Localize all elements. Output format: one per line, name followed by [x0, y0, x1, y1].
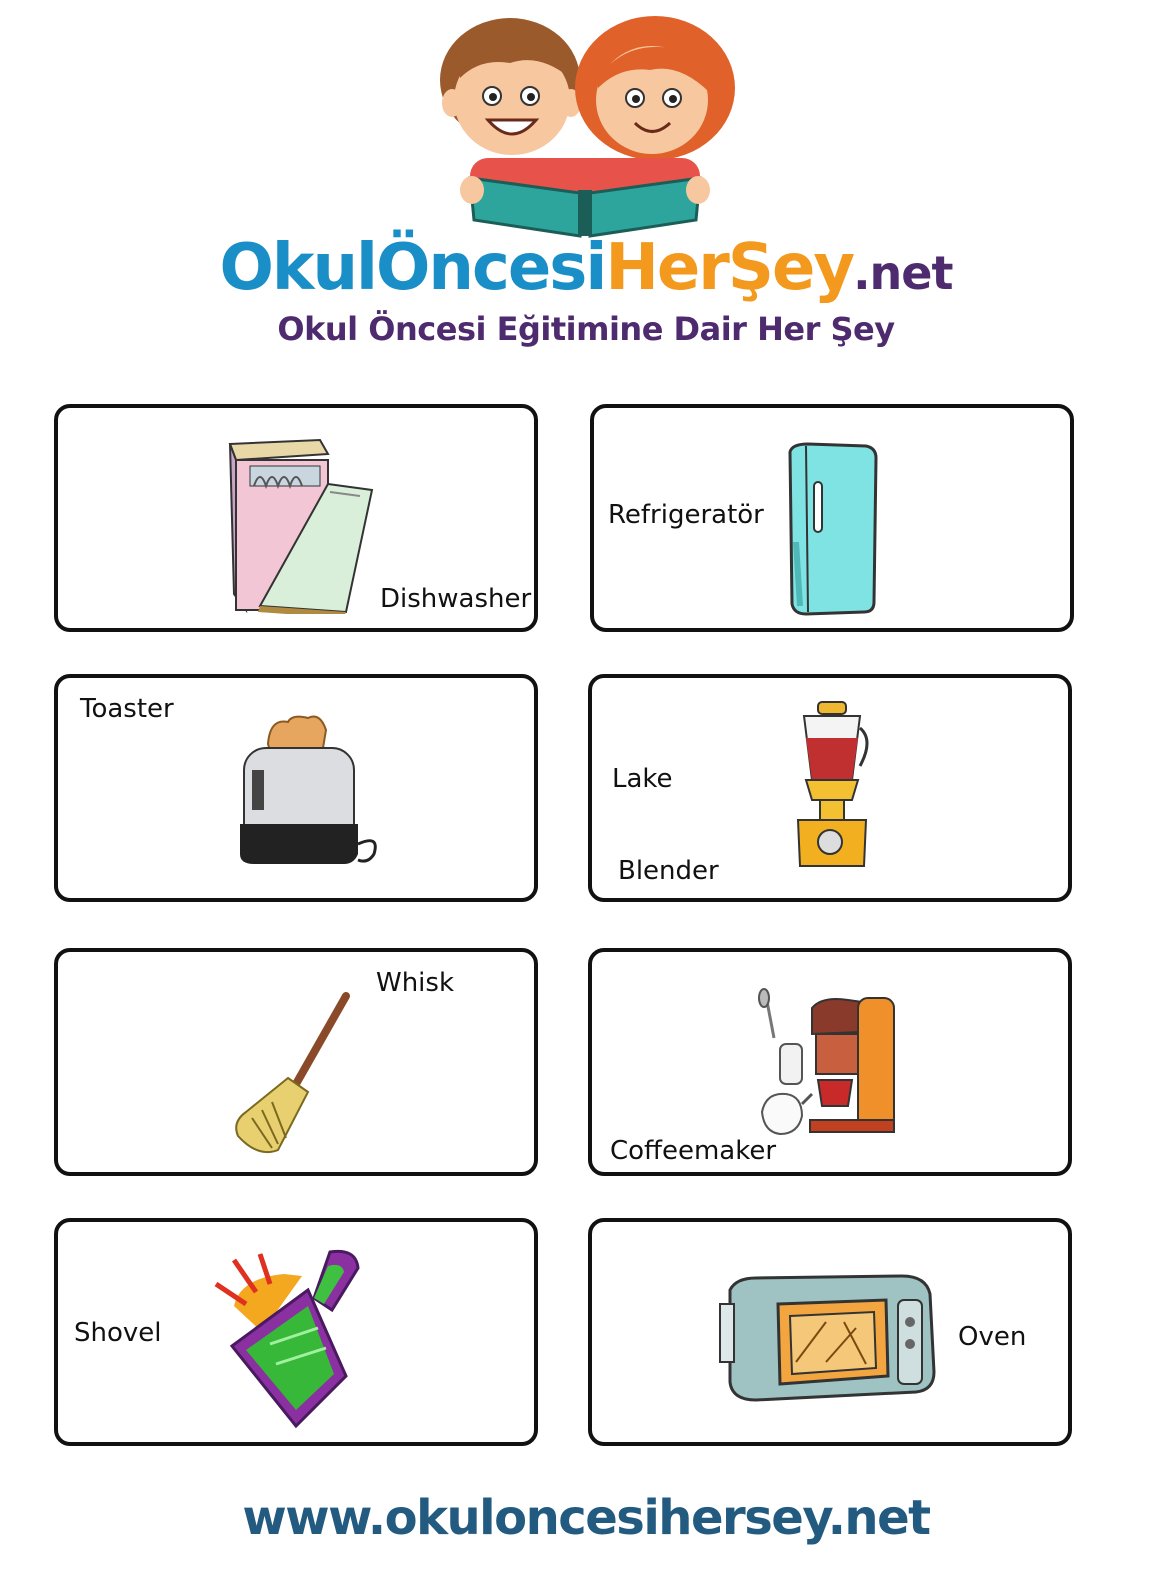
card-coffeemaker: [588, 948, 1072, 1176]
card-toaster: [54, 674, 538, 902]
blender-icon: [790, 700, 874, 872]
dishwasher-icon: [220, 434, 380, 614]
card-label: Shovel: [74, 1318, 162, 1348]
card-label-2: Blender: [618, 856, 719, 886]
card-oven: [588, 1218, 1072, 1446]
card-whisk: [54, 948, 538, 1176]
card-refrigerator: [590, 404, 1074, 632]
broom-icon: [228, 988, 358, 1158]
card-label: Oven: [958, 1322, 1027, 1352]
brand-title-part3: .net: [853, 246, 953, 300]
refrigerator-icon: [778, 442, 882, 618]
brand-title-part1: OkulÖncesi: [219, 231, 606, 305]
card-label: Toaster: [80, 694, 174, 724]
card-shovel: [54, 1218, 538, 1446]
card-dishwasher: [54, 404, 538, 632]
card-label: Whisk: [376, 968, 455, 998]
card-blender: [588, 674, 1072, 902]
kids-reading-logo-icon: [430, 8, 740, 238]
card-label: Refrigeratör: [608, 500, 764, 530]
coffeemaker-icon: [752, 988, 908, 1144]
card-label: Dishwasher: [380, 584, 532, 614]
card-label: Coffeemaker: [610, 1136, 777, 1166]
card-label: Lake: [612, 764, 673, 794]
microwave-icon: [716, 1272, 940, 1408]
tagline: Okul Öncesi Eğitimine Dair Her Şey: [277, 310, 895, 348]
brand-title: [0, 228, 1172, 313]
footer-url: www.okuloncesihersey.net: [242, 1490, 930, 1546]
brand-title-part2: HerŞey: [605, 231, 854, 305]
toaster-icon: [234, 714, 384, 866]
dustpan-icon: [210, 1248, 370, 1432]
